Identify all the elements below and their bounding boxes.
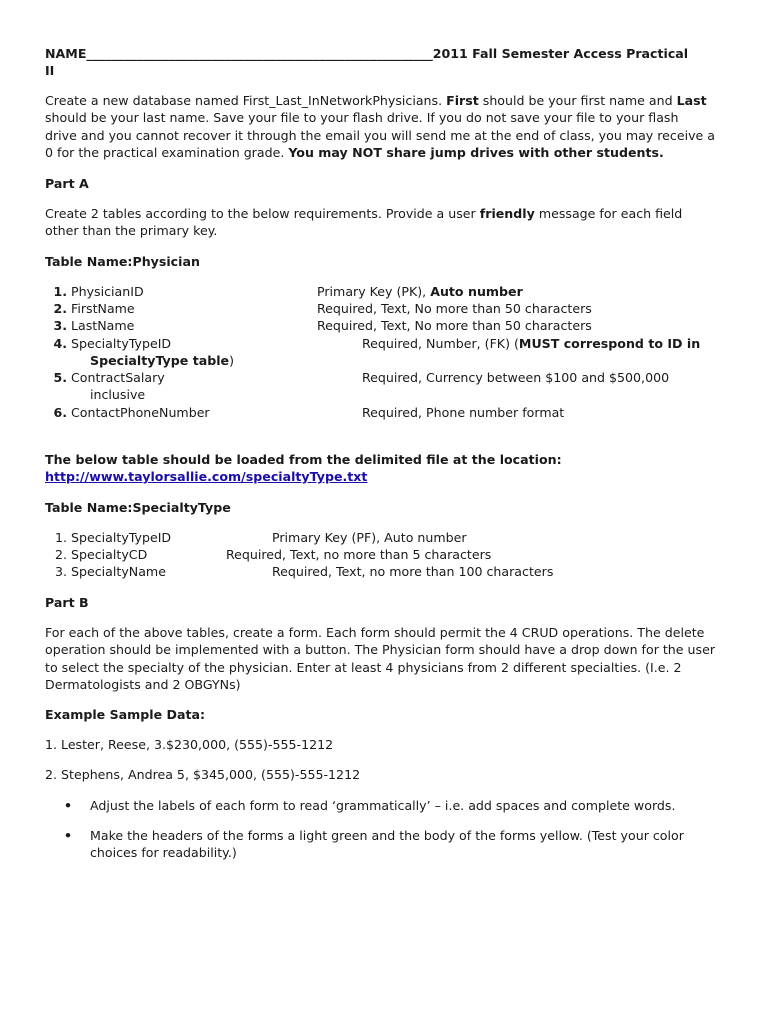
sample-row: 2. Stephens, Andrea 5, $345,000, (555)-555-1212: [45, 767, 361, 782]
list-item: 6. ContactPhoneNumber: [53, 405, 210, 420]
bullet-item: Make the headers of the forms a light green and the body of the forms yellow. (Test your color: [90, 828, 684, 843]
bullet-item: Adjust the labels of each form to read ‘grammatically’ – i.e. add spaces and complete words.: [90, 798, 676, 813]
document-header: [45, 45, 688, 80]
field-requirement: Required, Text, no more than 100 characters: [272, 564, 554, 579]
part-b-paragraph: For each of the above tables, create a form. Each form should permit the 4 CRUD operations. The delete operation should be implemented with a button. The Physician form should have a drop down for the user to select the specialty of the physician. Enter at least 4 physicians from 2 different specialties. (I.e. 2 Dermatologists and 2 OBGYNs): [45, 625, 716, 692]
part-a-description: Create 2 tables according to the below requirements. Provide a user friendly message for each field other than the primary key.: [45, 206, 683, 239]
course-title-suffix: II: [45, 63, 55, 79]
list-item: 3. SpecialtyName: [54, 564, 166, 579]
list-item: 1. SpecialtyTypeID: [54, 530, 172, 545]
list-item: 5. ContractSalary: [53, 370, 165, 385]
list-item: 3. LastName: [53, 318, 135, 333]
bullet-glyph: •: [64, 828, 73, 843]
list-item: 4. SpecialtyTypeID: [53, 336, 172, 351]
physician-table-title: Table Name:Physician: [45, 254, 200, 269]
specialty-file-link[interactable]: http://www.taylorsallie.com/specialtyType.txt: [45, 469, 368, 485]
list-item: 2. FirstName: [53, 301, 135, 316]
course-title: 2011 Fall Semester Access Practical: [432, 46, 689, 61]
bullet-glyph: •: [64, 798, 73, 813]
field-requirement-continued: inclusive: [90, 387, 146, 402]
sample-data-heading: Example Sample Data:: [45, 707, 206, 722]
part-b-heading: Part B: [45, 595, 89, 610]
field-requirement: Required, Text, no more than 5 characters: [226, 547, 492, 562]
specialty-table-title: Table Name:SpecialtyType: [45, 500, 231, 515]
list-item: 2. SpecialtyCD: [54, 547, 148, 562]
field-requirement: Required, Currency between $100 and $500,000: [362, 370, 670, 385]
intro-paragraph: Create a new database named First_Last_InNetworkPhysicians. First should be your first name and Last should be your last name. Save your file to your flash drive. If you do not save your file to your flash drive and you cannot recover it through the email you will send me at the end of class, you may receive a 0 for the practical examination grade. You may NOT share jump drives with other students.: [45, 93, 716, 160]
list-item: 1. PhysicianID: [53, 284, 144, 299]
field-requirement: Required, Text, No more than 50 characters: [317, 318, 592, 333]
bullet-item-continued: choices for readability.): [90, 845, 237, 860]
sample-row: 1. Lester, Reese, 3.$230,000, (555)-555-1212: [45, 737, 334, 752]
load-instruction: The below table should be loaded from the delimited file at the location: http://www.taylorsallie.com/specialtyType.txt: [45, 452, 562, 485]
field-requirement-continued: SpecialtyType table): [90, 353, 235, 368]
field-requirement: Required, Phone number format: [362, 405, 565, 420]
part-a-heading: Part A: [45, 176, 89, 191]
name-line: NAME_______________________________________________________: [45, 46, 433, 61]
field-requirement: Primary Key (PF), Auto number: [272, 530, 467, 545]
field-requirement: Required, Number, (FK) (MUST correspond to ID in: [362, 336, 701, 351]
field-requirement: Primary Key (PK), Auto number: [317, 284, 523, 299]
field-requirement: Required, Text, No more than 50 characters: [317, 301, 592, 316]
